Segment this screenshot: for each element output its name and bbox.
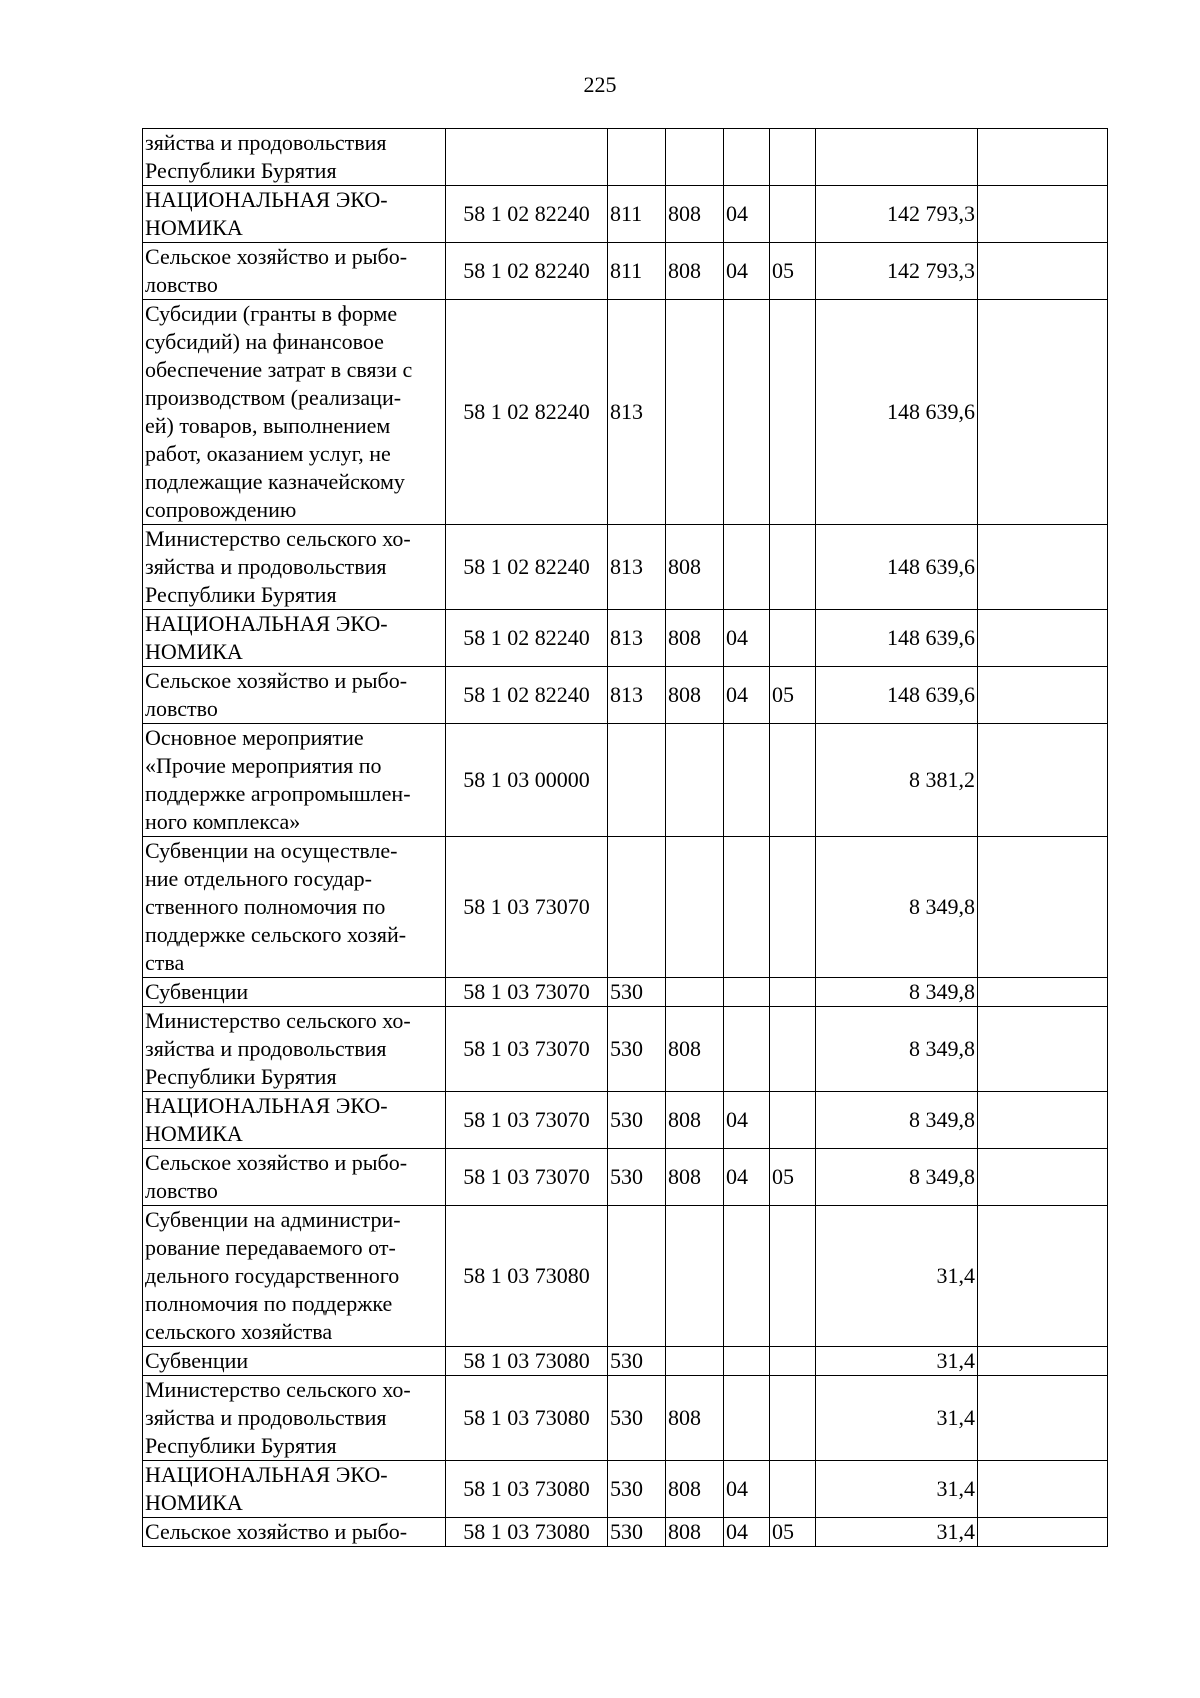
row-expense-type-cell: 811 bbox=[608, 243, 666, 300]
row-subsection-cell bbox=[770, 300, 816, 525]
row-name-cell: Сельское хозяйство и рыбо- ловство bbox=[143, 667, 446, 724]
row-extra-cell bbox=[978, 837, 1108, 978]
row-ministry-code-cell bbox=[666, 129, 724, 186]
row-section-cell bbox=[724, 1007, 770, 1092]
row-name-cell: зяйства и продовольствия Республики Бурятия bbox=[143, 129, 446, 186]
row-subsection-cell bbox=[770, 1007, 816, 1092]
row-code-cell: 58 1 03 73070 bbox=[446, 1149, 608, 1206]
row-code-cell bbox=[446, 129, 608, 186]
row-amount-cell: 148 639,6 bbox=[816, 525, 978, 610]
row-subsection-cell bbox=[770, 1376, 816, 1461]
row-subsection-cell bbox=[770, 610, 816, 667]
row-ministry-code-cell: 808 bbox=[666, 667, 724, 724]
row-code-cell: 58 1 02 82240 bbox=[446, 186, 608, 243]
row-name-cell: Министерство сельского хо- зяйства и продовольствия Республики Бурятия bbox=[143, 525, 446, 610]
row-amount-cell: 31,4 bbox=[816, 1347, 978, 1376]
row-subsection-cell bbox=[770, 1092, 816, 1149]
row-code-cell: 58 1 03 73070 bbox=[446, 1092, 608, 1149]
table-row bbox=[143, 1461, 1108, 1518]
row-subsection-cell: 05 bbox=[770, 1149, 816, 1206]
row-extra-cell bbox=[978, 243, 1108, 300]
row-section-cell bbox=[724, 525, 770, 610]
row-ministry-code-cell bbox=[666, 837, 724, 978]
row-ministry-code-cell: 808 bbox=[666, 1092, 724, 1149]
row-expense-type-cell: 530 bbox=[608, 978, 666, 1007]
row-name-cell: Субвенции на осуществле- ние отдельного государ- ственного полномочия по поддержке сельского хозяй- ства bbox=[143, 837, 446, 978]
row-code-cell: 58 1 03 73080 bbox=[446, 1518, 608, 1547]
row-extra-cell bbox=[978, 1518, 1108, 1547]
row-code-cell: 58 1 03 73080 bbox=[446, 1461, 608, 1518]
row-amount-cell: 142 793,3 bbox=[816, 243, 978, 300]
row-section-cell: 04 bbox=[724, 243, 770, 300]
row-amount-cell: 31,4 bbox=[816, 1206, 978, 1347]
row-name-cell: Сельское хозяйство и рыбо- ловство bbox=[143, 1149, 446, 1206]
row-subsection-cell bbox=[770, 525, 816, 610]
row-section-cell bbox=[724, 978, 770, 1007]
row-expense-type-cell: 530 bbox=[608, 1461, 666, 1518]
budget-table bbox=[142, 128, 1108, 1547]
table-row bbox=[143, 1092, 1108, 1149]
row-expense-type-cell bbox=[608, 129, 666, 186]
page-number: 225 bbox=[583, 72, 617, 97]
row-name-cell: Субвенции на администри- рование передаваемого от- дельного государственного полномочия по поддержке сельского хозяйства bbox=[143, 1206, 446, 1347]
row-extra-cell bbox=[978, 724, 1108, 837]
row-expense-type-cell: 530 bbox=[608, 1149, 666, 1206]
row-code-cell: 58 1 02 82240 bbox=[446, 610, 608, 667]
row-extra-cell bbox=[978, 610, 1108, 667]
row-amount-cell: 8 349,8 bbox=[816, 837, 978, 978]
row-subsection-cell bbox=[770, 724, 816, 837]
row-section-cell bbox=[724, 129, 770, 186]
row-extra-cell bbox=[978, 300, 1108, 525]
row-expense-type-cell: 813 bbox=[608, 610, 666, 667]
row-ministry-code-cell bbox=[666, 1347, 724, 1376]
row-name-cell: НАЦИОНАЛЬНАЯ ЭКО- НОМИКА bbox=[143, 186, 446, 243]
budget-table-body bbox=[143, 129, 1108, 1547]
row-name-cell: НАЦИОНАЛЬНАЯ ЭКО- НОМИКА bbox=[143, 1461, 446, 1518]
table-row bbox=[143, 610, 1108, 667]
row-code-cell: 58 1 02 82240 bbox=[446, 300, 608, 525]
row-ministry-code-cell bbox=[666, 724, 724, 837]
row-amount-cell: 148 639,6 bbox=[816, 667, 978, 724]
row-amount-cell: 8 349,8 bbox=[816, 1092, 978, 1149]
row-expense-type-cell: 530 bbox=[608, 1347, 666, 1376]
row-ministry-code-cell bbox=[666, 300, 724, 525]
table-row bbox=[143, 1206, 1108, 1347]
row-expense-type-cell: 530 bbox=[608, 1007, 666, 1092]
row-section-cell: 04 bbox=[724, 1149, 770, 1206]
row-amount-cell: 31,4 bbox=[816, 1518, 978, 1547]
table-row bbox=[143, 667, 1108, 724]
table-row bbox=[143, 1149, 1108, 1206]
row-subsection-cell bbox=[770, 129, 816, 186]
row-amount-cell: 148 639,6 bbox=[816, 300, 978, 525]
table-row bbox=[143, 1347, 1108, 1376]
row-expense-type-cell: 530 bbox=[608, 1376, 666, 1461]
row-ministry-code-cell: 808 bbox=[666, 186, 724, 243]
row-code-cell: 58 1 03 73070 bbox=[446, 1007, 608, 1092]
table-row bbox=[143, 724, 1108, 837]
row-amount-cell: 8 349,8 bbox=[816, 1007, 978, 1092]
row-name-cell: Министерство сельского хо- зяйства и продовольствия Республики Бурятия bbox=[143, 1376, 446, 1461]
table-row bbox=[143, 300, 1108, 525]
row-subsection-cell: 05 bbox=[770, 243, 816, 300]
row-extra-cell bbox=[978, 186, 1108, 243]
row-section-cell bbox=[724, 837, 770, 978]
row-name-cell: Основное мероприятие «Прочие мероприятия по поддержке агропромышлен- ного комплекса» bbox=[143, 724, 446, 837]
row-extra-cell bbox=[978, 667, 1108, 724]
row-subsection-cell bbox=[770, 978, 816, 1007]
row-subsection-cell bbox=[770, 186, 816, 243]
row-name-cell: Субсидии (гранты в форме субсидий) на финансовое обеспечение затрат в связи с производством (реализаци- ей) товаров, выполнением работ, оказанием услуг, не подлежащие казначейскому сопровождению bbox=[143, 300, 446, 525]
row-name-cell: Субвенции bbox=[143, 978, 446, 1007]
row-ministry-code-cell: 808 bbox=[666, 1518, 724, 1547]
table-row bbox=[143, 978, 1108, 1007]
row-ministry-code-cell: 808 bbox=[666, 1461, 724, 1518]
row-section-cell bbox=[724, 1206, 770, 1347]
row-ministry-code-cell: 808 bbox=[666, 1007, 724, 1092]
row-code-cell: 58 1 03 73080 bbox=[446, 1376, 608, 1461]
row-name-cell: Субвенции bbox=[143, 1347, 446, 1376]
row-code-cell: 58 1 03 73080 bbox=[446, 1347, 608, 1376]
row-code-cell: 58 1 02 82240 bbox=[446, 525, 608, 610]
row-extra-cell bbox=[978, 1007, 1108, 1092]
row-amount-cell: 8 349,8 bbox=[816, 1149, 978, 1206]
row-name-cell: Министерство сельского хо- зяйства и продовольствия Республики Бурятия bbox=[143, 1007, 446, 1092]
table-row bbox=[143, 1376, 1108, 1461]
row-expense-type-cell: 813 bbox=[608, 300, 666, 525]
row-code-cell: 58 1 03 73070 bbox=[446, 837, 608, 978]
row-amount-cell: 8 381,2 bbox=[816, 724, 978, 837]
row-amount-cell: 148 639,6 bbox=[816, 610, 978, 667]
row-subsection-cell bbox=[770, 1347, 816, 1376]
row-subsection-cell: 05 bbox=[770, 667, 816, 724]
row-subsection-cell bbox=[770, 837, 816, 978]
row-extra-cell bbox=[978, 1347, 1108, 1376]
row-name-cell: НАЦИОНАЛЬНАЯ ЭКО- НОМИКА bbox=[143, 1092, 446, 1149]
row-extra-cell bbox=[978, 978, 1108, 1007]
table-row bbox=[143, 129, 1108, 186]
row-extra-cell bbox=[978, 1092, 1108, 1149]
row-ministry-code-cell: 808 bbox=[666, 1149, 724, 1206]
row-extra-cell bbox=[978, 1461, 1108, 1518]
row-section-cell bbox=[724, 1376, 770, 1461]
table-row bbox=[143, 243, 1108, 300]
row-expense-type-cell bbox=[608, 1206, 666, 1347]
row-section-cell: 04 bbox=[724, 610, 770, 667]
table-row bbox=[143, 186, 1108, 243]
row-extra-cell bbox=[978, 1206, 1108, 1347]
row-ministry-code-cell bbox=[666, 1206, 724, 1347]
row-amount-cell bbox=[816, 129, 978, 186]
row-section-cell: 04 bbox=[724, 186, 770, 243]
row-extra-cell bbox=[978, 525, 1108, 610]
row-ministry-code-cell: 808 bbox=[666, 1376, 724, 1461]
row-amount-cell: 142 793,3 bbox=[816, 186, 978, 243]
row-extra-cell bbox=[978, 1376, 1108, 1461]
row-code-cell: 58 1 03 00000 bbox=[446, 724, 608, 837]
table-row bbox=[143, 1007, 1108, 1092]
row-expense-type-cell: 530 bbox=[608, 1518, 666, 1547]
row-code-cell: 58 1 02 82240 bbox=[446, 667, 608, 724]
row-subsection-cell bbox=[770, 1461, 816, 1518]
row-expense-type-cell: 811 bbox=[608, 186, 666, 243]
row-expense-type-cell: 813 bbox=[608, 667, 666, 724]
row-extra-cell bbox=[978, 1149, 1108, 1206]
row-ministry-code-cell bbox=[666, 978, 724, 1007]
row-subsection-cell: 05 bbox=[770, 1518, 816, 1547]
row-amount-cell: 31,4 bbox=[816, 1376, 978, 1461]
row-section-cell: 04 bbox=[724, 1461, 770, 1518]
row-ministry-code-cell: 808 bbox=[666, 525, 724, 610]
row-name-cell: Сельское хозяйство и рыбо- ловство bbox=[143, 243, 446, 300]
row-subsection-cell bbox=[770, 1206, 816, 1347]
row-section-cell bbox=[724, 300, 770, 525]
row-code-cell: 58 1 02 82240 bbox=[446, 243, 608, 300]
table-row bbox=[143, 837, 1108, 978]
row-section-cell: 04 bbox=[724, 667, 770, 724]
row-name-cell: Сельское хозяйство и рыбо- bbox=[143, 1518, 446, 1547]
row-extra-cell bbox=[978, 129, 1108, 186]
row-section-cell bbox=[724, 1347, 770, 1376]
row-expense-type-cell bbox=[608, 724, 666, 837]
row-expense-type-cell: 530 bbox=[608, 1092, 666, 1149]
row-expense-type-cell bbox=[608, 837, 666, 978]
row-amount-cell: 8 349,8 bbox=[816, 978, 978, 1007]
table-row bbox=[143, 525, 1108, 610]
row-code-cell: 58 1 03 73080 bbox=[446, 1206, 608, 1347]
row-section-cell: 04 bbox=[724, 1518, 770, 1547]
row-ministry-code-cell: 808 bbox=[666, 243, 724, 300]
row-amount-cell: 31,4 bbox=[816, 1461, 978, 1518]
row-code-cell: 58 1 03 73070 bbox=[446, 978, 608, 1007]
row-section-cell: 04 bbox=[724, 1092, 770, 1149]
row-ministry-code-cell: 808 bbox=[666, 610, 724, 667]
table-row bbox=[143, 1518, 1108, 1547]
row-name-cell: НАЦИОНАЛЬНАЯ ЭКО- НОМИКА bbox=[143, 610, 446, 667]
row-expense-type-cell: 813 bbox=[608, 525, 666, 610]
row-section-cell bbox=[724, 724, 770, 837]
